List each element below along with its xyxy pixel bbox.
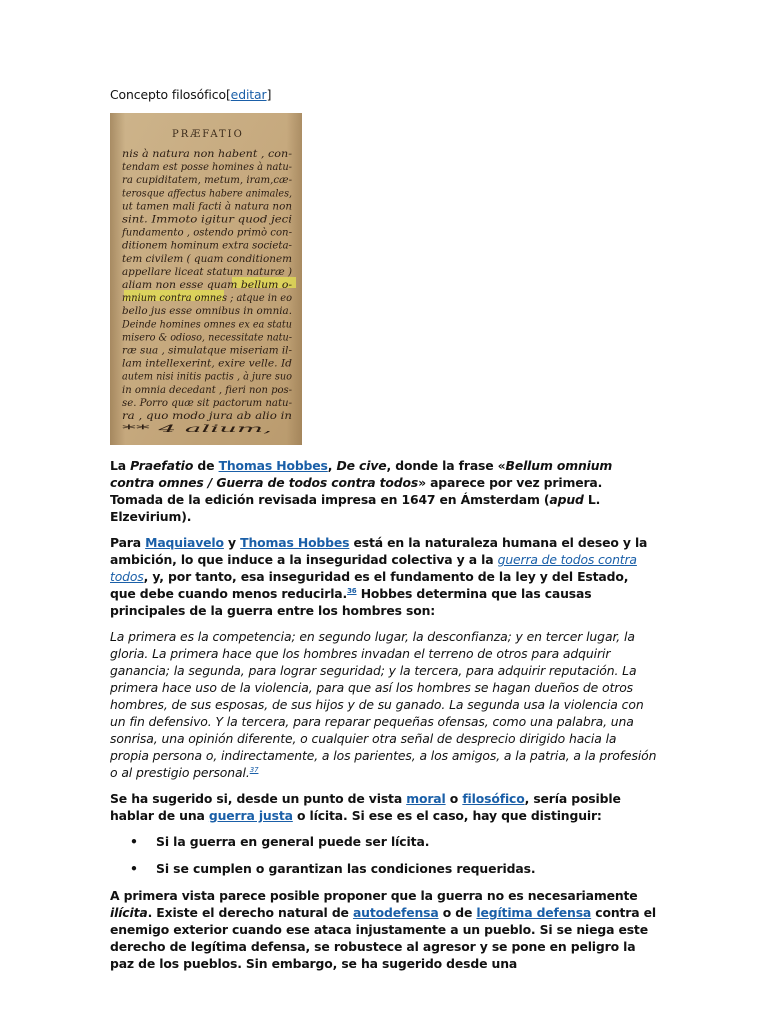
- paragraph-legitima-defensa: A primera vista parece posible proponer que la guerra no es necesariamente ilícita. Existe el derecho natural de autodefensa o de legítima defensa contra el enemigo exterior cuando ese ataca injustamente a un pueblo. Si se niega este derecho de legítima defensa, se robustece al agresor y se pone en peligro la paz de los pueblos. Sin embargo, se ha sugerido desde una: [110, 888, 656, 971]
- link-autodefensa[interactable]: autodefensa: [352, 905, 439, 920]
- section-title: Concepto filosófico: [110, 87, 226, 102]
- scan-text-line: autem nisi initis pactis , à jure suo: [122, 371, 300, 383]
- scan-text-line: appellare liceat statum naturæ ): [122, 266, 290, 278]
- link-guerra-de-todos[interactable]: guerra de todos contra todos: [110, 552, 637, 584]
- bullet-icon: •: [130, 861, 138, 876]
- footnote-36-link[interactable]: 36: [347, 586, 357, 595]
- edit-section-link[interactable]: editar: [230, 87, 267, 102]
- scan-text-line: ditionem hominum extra societa-: [122, 240, 293, 252]
- scan-text-line: ut tamen mali facti à natura non: [122, 201, 290, 213]
- link-thomas-hobbes-2[interactable]: Thomas Hobbes: [240, 535, 350, 550]
- link-maquiavelo[interactable]: Maquiavelo: [145, 535, 224, 550]
- image-caption: La Praefatio de Thomas Hobbes, De cive, donde la frase «Bellum omnium contra omnes / Guerra de todos contra todos» aparece por vez primera. Tomada de la edición revisada impresa en 1647 en Ámsterdam (apud L. Elzevirium).: [110, 458, 613, 524]
- edit-open-bracket: [: [225, 87, 231, 102]
- link-thomas-hobbes-1[interactable]: Thomas Hobbes: [218, 458, 328, 473]
- scan-text-line: Deinde homines omnes ex ea statu: [121, 319, 292, 331]
- scan-text-line: ** 4 alium,: [122, 424, 272, 436]
- scan-header: PRÆFATIO: [172, 129, 244, 140]
- scan-text-line: terosque affectus habere animales,: [122, 188, 292, 200]
- scan-text-line: mnium contra omnes ; atque in eo: [122, 293, 292, 305]
- scan-text-line: lam intellexerint, exire velle. Id: [122, 358, 293, 370]
- scan-text-line: ra , quo modo jura ab alio in: [122, 411, 292, 422]
- link-legitima-defensa[interactable]: legítima defensa: [476, 905, 592, 920]
- paragraph-hobbes-maquiavelo: Para Maquiavelo y Thomas Hobbes está en la naturaleza humana el deseo y la ambición, lo que induce a la inseguridad colectiva y a la guerra de todos contra todos, y, por tanto, esa inseguridad es el fundamento de la ley y del Estado, que debe cuando menos reducirla.$^{36}$ Hobbes determina que las causas principales de la guerra entre los hombres son:: [110, 535, 648, 618]
- list-item: • Si se cumplen o garantizan las condiciones requeridas.: [130, 861, 536, 876]
- bullet-icon: •: [130, 834, 138, 849]
- praefatio-scan-image: [110, 113, 302, 445]
- hobbes-quote: La primera es la competencia; en segundo lugar, la desconfianza; y en tercer lugar, la gloria. La primera hace que los hombres invadan el terreno de otros para adquirir ganancia; la segunda, para lograr seguridad; y la tercera, para adquirir reputación. La primera hace uso de la violencia, para que así los hombres se hagan dueños de otros hombres, de sus esposas, de sus hijos y de su ganado. La segunda usa la violencia con un fin defensivo. Y la tercera, para reparar pequeñas ofensas, como una palabra, una sonrisa, una opinión diferente, o cualquier otra señal de desprecio dirigido hacia la propia persona o, indirectamente, a los parientes, a los amigos, a la patria, a la profesión o al prestigio personal.$^{37}$: [110, 629, 657, 780]
- scan-text-line: bello jus esse omnibus in omnia.: [122, 306, 292, 318]
- footnote-37-link[interactable]: 37: [249, 765, 259, 774]
- scan-text-line: aliam non esse quam bellum o-: [122, 280, 293, 291]
- link-guerra-justa[interactable]: guerra justa: [208, 808, 293, 823]
- scan-text-line: in omnia decedant , fieri non pos-: [122, 384, 293, 396]
- scan-text-line: fundamento , ostendo primò con-: [122, 227, 294, 239]
- edit-close-bracket: ]: [266, 87, 272, 102]
- scan-text-line: sint. Immoto igitur quod jeci: [122, 214, 292, 226]
- scan-text-line: ra cupiditatem, metum, iram,cæ-: [122, 175, 293, 187]
- scan-text-line: misero & odioso, necessitate natu-: [122, 332, 293, 344]
- section-heading: [110, 86, 658, 103]
- scan-text-line: nis à natura non habent , con-: [122, 149, 277, 160]
- paragraph-guerra-justa: Se ha sugerido si, desde un punto de vista moral o filosófico, sería posible hablar de una guerra justa o lícita. Si ese es el caso, hay que distinguir:: [110, 791, 621, 823]
- scan-text-line: tem civilem ( quam conditionem: [122, 253, 289, 265]
- conditions-list: [110, 833, 658, 877]
- scan-text-line: tendam est posse homines à natu-: [122, 162, 298, 174]
- link-moral[interactable]: moral: [406, 791, 446, 806]
- list-item: • Si la guerra en general puede ser lícita.: [130, 834, 430, 849]
- scan-text-line: se. Porro quæ sit pactorum natu-: [122, 397, 293, 409]
- link-filosofico[interactable]: filosófico: [462, 791, 525, 806]
- article-body: [110, 86, 658, 981]
- scan-text-line: ræ sua , simulatque miseriam il-: [122, 345, 293, 357]
